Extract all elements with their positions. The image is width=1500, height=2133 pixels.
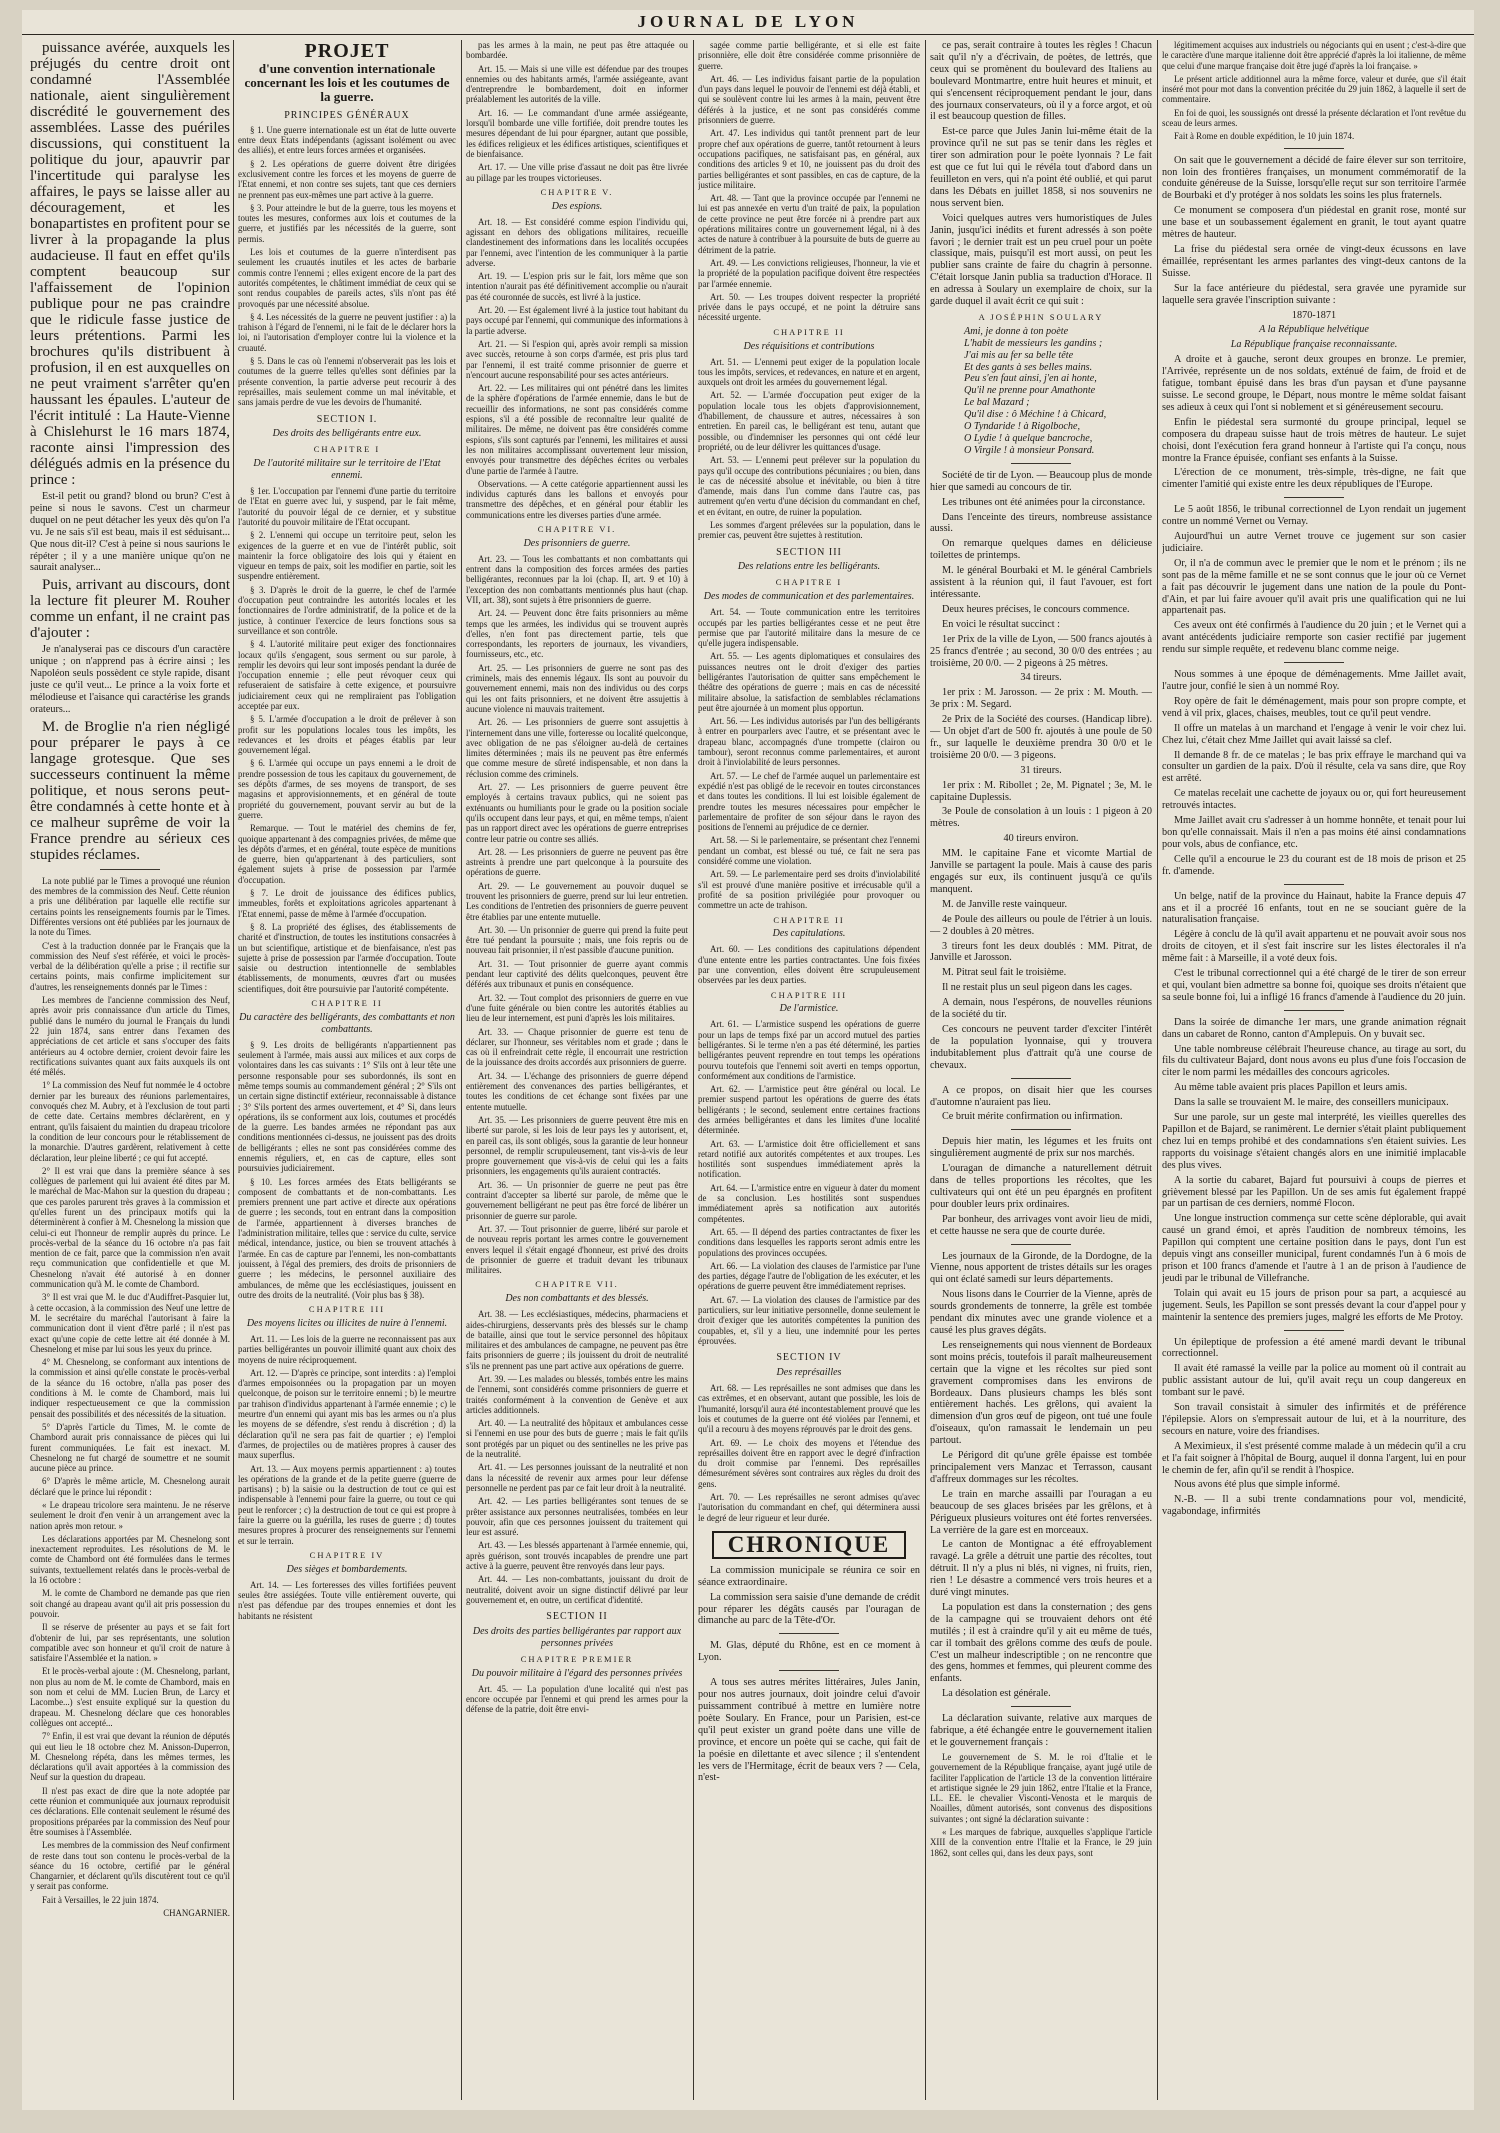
article-paragraph: Art. 14. — Les forteresses des villes fortifiées peuvent seules être assiégées. Toute ville entièrement ouverte, qui n'est pas défendue par des troupes ennemies et dont les habitants ne résistent (238, 1579, 456, 1621)
separator (1011, 1244, 1071, 1245)
section-heading: SECTION I. (316, 413, 378, 425)
chapter-heading: CHAPITRE III (308, 1304, 386, 1315)
column-3 (466, 40, 688, 2100)
article-paragraph: Art. 58. — Si le parlementaire, se présentant chez l'ennemi pendant un combat, est blessé ou tué, ce fait ne sera pas considéré comme une violation. (698, 835, 920, 867)
article-paragraph: Art. 11. — Les lois de la guerre ne reconnaissent pas aux parties belligérantes un pouvoir illimité quant aux choix des moyens de nuire réciproquement. (238, 1333, 456, 1365)
news-item: Par bonheur, des arrivages vont avoir lieu de midi, et cette hausse ne sera que de courte durée. (930, 1213, 1152, 1237)
article-paragraph: § 4. Les nécessités de la guerre ne peuvent justifier : a) la trahison à l'égard de l'ennemi, ni le fait de le déclarer hors la loi, ni l'autorisation d'employer contre lui la violence et la cruauté. (238, 311, 456, 353)
column-2 (238, 40, 456, 2100)
article-paragraph: 5° D'après l'article du Times, M. le comte de Chambord aurait pris connaissance de pièces qui lui furent communiquées. Le fait est inexact. M. Chesnelong ne fut chargé de soumettre et ne soumit aucune pièce au prince. (30, 1421, 230, 1474)
article-paragraph: Art. 41. — Les personnes jouissant de la neutralité et non dans la nécessité de revenir aux armes pour leur défense personnelle ne perdent pas par ce fait leur droit à la neutralité. (466, 1462, 688, 1493)
news-item: Il demande 8 fr. de ce matelas ; le bas prix effraye le marchand qui va consulter un gardien de la paix. D'où il résulte, cela va sans dire, que Roy est arrêté. (1162, 749, 1466, 785)
article-paragraph: Art. 42. — Les parties belligérantes sont tenues de se prêter assistance aux personnes neutralisées, tombées en leur pouvoir, afin que ces personnes jouissent du traitement qui leur est assuré. (466, 1496, 688, 1538)
news-item: Le présent article additionnel aura la même force, valeur et durée, que s'il était inséré mot pour mot dans la convention précitée du 29 juin 1862, à laquelle il sert de commentaire. (1162, 73, 1466, 105)
chapter-subheading: Des capitulations. (772, 928, 846, 940)
news-item: M. le général Bourbaki et M. le général Cambriels assistent à la réunion qui, il faut l'avouer, est fort intéressante. (930, 565, 1152, 600)
article-paragraph: § 7. Le droit de jouissance des édifices publics, immeubles, forêts et exploitations agricoles appartenant à l'Etat ennemi, passe de même à l'armée d'occupation. (238, 888, 456, 919)
article-paragraph: § 3. D'après le droit de la guerre, le chef de l'armée d'occupation peut contraindre les autorités locales et les fonctionnaires de l'ordre administratif, de la police et de la justice, à continuer l'exercice de leurs fonctions sous sa surveillance et son contrôle. (238, 584, 456, 636)
section-heading: SECTION II (546, 1611, 608, 1623)
article-paragraph: Art. 35. — Les prisonniers de guerre peuvent être mis en liberté sur parole, si les lois de leur pays les y autorisent, et, en pareil cas, ils sont obligés, sous la garantie de leur honneur personnel, de remplir scrupuleusement, tant vis-à-vis de leur propre gouvernement que vis-à-vis de celui qui les a faits prisonniers, les engagements qu'ils auraient contractés. (466, 1114, 688, 1177)
news-item: Le canton de Montignac a été effroyablement ravagé. La grêle a détruit une partie des récoltes, tout détruit. Il n'y a plus ni blés, ni vignes, ni fruits, rien, rien ! Le désastre a commencé vers trois heures et a duré vingt minutes. (930, 1539, 1152, 1599)
news-item: Une longue instruction commença sur cette scène déplorable, qui avait causé un grand émoi, et après l'audition de nombreux témoins, les Papillon qui comptent une certaine position dans le pays, dont l'un est depuis vingt ans conseiller municipal, furent condamnés l'un à 6 mois de prison et 100 francs d'amende et l'autre à 1 an de prison à l'audience de jeudi par le tribunal de Villefranche. (1162, 1213, 1466, 1284)
article-paragraph: Art. 16. — Le commandant d'une armée assiégeante, lorsqu'il bombarde une ville fortifiée, doit prendre toutes les mesures dépendant de lui pour épargner, autant que possible, les édifices religieux et les édifices artistiques, scientifiques et de bienfaisance. (466, 107, 688, 159)
separator (1284, 884, 1344, 885)
news-item: Nous lisons dans le Courrier de la Vienne, après de sourds grondements de tonnerre, la grêle est tombée pendant dix minutes avec une grande violence et a causé les plus graves dégâts. (930, 1289, 1152, 1336)
column-1 (30, 40, 230, 2100)
article-paragraph: Puis, arrivant au discours, dont la lecture fit pleurer M. Rouher comme un enfant, il ne craint pas d'ajouter : (30, 577, 230, 642)
news-item: Voici quelques autres vers humoristiques de Jules Janin, jusqu'ici inédits et furent adressés à son poète favori ; le dernier trait est un peu cruel pour un poète classique, mais, puisqu'il est mort aussi, on peut les publier sans crainte de faire du chagrin à personne. C'était lorsque Janin publia sa traduction d'Horace. Il en adressa à Soulary un exemplaire de choix, sur la garde duquel il avait écrit ce qui suit : (930, 212, 1152, 308)
poem-line: J'ai mis au fer sa belle tête (964, 349, 1074, 361)
news-item: 3e Poule de consolation à un louis : 1 pigeon à 20 mètres. (930, 806, 1152, 830)
article-paragraph: Art. 47. Les individus qui tantôt prennent part de leur propre chef aux opérations de guerre, tantôt retournent à leurs occupations pacifiques, ne satisfaisant pas, en général, aux conditions des articles 9 et 10, ne jouissent pas du droit des parties belligérantes et sont passibles, en cas de capture, de la justice militaire. (698, 128, 920, 190)
article-paragraph: Il se réserve de présenter au pays et se fait fort d'obtenir de lui, par ses représentants, une solution compatible avec son honneur et qu'il croit de nature à satisfaire l'Assemblée et la nation. » (30, 1622, 230, 1664)
article-paragraph: Art. 69. — Le choix des moyens et l'étendue des représailles doivent être en rapport avec le degré d'infraction du droit commise par l'ennemi. Des représailles démesurément sévères sont contraires aux règles du droit des gens. (698, 1437, 920, 1489)
chapter-heading: CHAPITRE I (775, 577, 843, 588)
article-paragraph: Art. 40. — La neutralité des hôpitaux et ambulances cesse si l'ennemi en use pour des buts de guerre ; mais le fait qu'ils sont protégés par un piquet ou des sentinelles ne les prive pas de la neutralité. (466, 1418, 688, 1460)
separator (1284, 1010, 1344, 1011)
article-paragraph: Art. 54. — Toute communication entre les territoires occupés par les parties belligérantes cesse et ne peut être permise que par l'autorité militaire dans la mesure de ce qu'elle jugera indispensable. (698, 607, 920, 649)
poem-heading: A JOSÉPHIN SOULARY (978, 311, 1104, 322)
news-item: Une table nombreuse célébrait l'heureuse chance, au tirage au sort, du fils du cultivateur Bajard, dont nous avons eu plus d'une fois l'occasion de citer le nom parmi les médailles des concours agricoles. (1162, 1043, 1466, 1079)
chronique-heading: CHRONIQUE (712, 1531, 906, 1559)
article-paragraph: Art. 34. — L'échange des prisonniers de guerre dépend entièrement des convenances des parties belligérantes, et toutes les conditions de cet échange sont fixées par une entente mutuelle. (466, 1070, 688, 1112)
article-paragraph: Art. 50. — Les troupes doivent respecter la propriété privée dans le pays occupé, et ne point la détruire sans nécessité urgente. (698, 291, 920, 323)
article-paragraph: Art. 20. — Est également livré à la justice tout habitant du pays occupé par l'ennemi, qui communique des informations à la partie adverse. (466, 305, 688, 336)
chapter-subheading: De l'armistice. (779, 1003, 839, 1015)
article-paragraph: Art. 67. — La violation des clauses de l'armistice par des particuliers, sur leur initiative personnelle, donne seulement le droit d'exiger que les autorités compétentes la punition des coupables, et, s'il y a lieu, une indemnité pour les pertes éprouvées. (698, 1294, 920, 1346)
chapter-subheading: Des prisonniers de guerre. (523, 537, 631, 549)
article-paragraph: Et le procès-verbal ajoute : (M. Chesnelong, parlant, non plus au nom de M. le comte de Chambord, mais en son nom et celui de MM. Lucien Brun, de Larcy et Lacombe...) s'est ensuite expliqué sur la question du drapeau. M. Chesnelong déclare que ces honorables collègues ont accepté... (30, 1666, 230, 1728)
chapter-subheading: De l'autorité militaire sur le territoire de l'Etat ennemi. (253, 458, 441, 482)
article-paragraph: § 6. L'armée qui occupe un pays ennemi a le droit de prendre possession de tous les capitaux du gouvernement, de ses dépôts d'armes, de ses moyens de transport, de ses magasins et approvisionnements, et en général de toute propriété du gouvernement, pouvant servir au but de la guerre. (238, 758, 456, 820)
article-paragraph: « Le drapeau tricolore sera maintenu. Je ne réserve seulement le droit d'en venir à un arrangement avec la nation après mon retour. » (30, 1500, 230, 1531)
news-item: 1er prix : M. Jarosson. — 2e prix : M. Mouth. — 3e prix : M. Segard. (930, 687, 1152, 711)
article-paragraph: Les déclarations apportées par M. Chesnelong sont inexactement reproduites. Les résolutions de M. le comte de Chambord ont été formulées dans le termes suivants, textuellement relatés dans le procès-verbal de la 16 octobre : (30, 1533, 230, 1586)
article-paragraph: Est-il petit ou grand? blond ou brun? C'est à peine si nous le savons. C'est un charmeur duquel on ne peut détacher les yeux dès qu'on l'a vu. Je ne sais s'il est beau, mais il est séduisant... Que nous dit-il? C'est à peine si nous saurions le répéter ; il y a une manière unique qu'on ne saurait analyser... (30, 491, 230, 574)
news-item: Depuis hier matin, les légumes et les fruits ont singulièrement augmenté de prix sur nos marchés. (930, 1136, 1152, 1160)
news-item: A Meximieux, il s'est présenté comme malade à un médecin qu'il a cru et l'a fait soigner à l'hôpital de Bourg, auquel il donna l'argent, lui en pour le chemin de fer, afin qu'il se rendit à l'hospice. (1162, 1440, 1466, 1476)
article-paragraph: Art. 38. — Les ecclésiastiques, médecins, pharmaciens et aides-chirurgiens, desservants près des blessés sur le champ de bataille, ainsi que tout le service personnel des hôpitaux militaires et des ambulances de campagne, ne peuvent pas être faits prisonniers de guerre ; ils jouissent du droit de neutralité s'ils ne prennent pas une part active aux opérations de guerre. (466, 1309, 688, 1371)
article-paragraph: Art. 52. — L'armée d'occupation peut exiger de la population locale tous les objets d'approvisionnement, d'habillement, de chaussure et autres, nécessaires à son entretien. En pareil cas, le belligérant est tenu, autant que possible, ou d'indemniser les personnes qui ont cédé leur propriété, ou de leur délivrer les quittances d'usage. (698, 390, 920, 452)
news-item: La commission municipale se réunira ce soir en séance extraordinaire. (698, 1564, 920, 1588)
article-paragraph: § 2. Les opérations de guerre doivent être dirigées exclusivement contre les forces et les moyens de guerre de l'Etat ennemi, et non contre ses sujets, tant que ces derniers ne prennent pas eux-mêmes une part active à la guerre. (238, 158, 456, 200)
separator (779, 1670, 839, 1671)
article-paragraph: Art. 61. — L'armistice suspend les opérations de guerre pour un laps de temps fixé par un accord mutuel des parties belligérantes. Si le terme n'en a pas été déterminé, les parties belligérantes peuvent reprendre en tout temps les opérations pourvu toutefois que l'ennemi soit averti en temps opportun, conformément aux conditions de l'armistice. (698, 1019, 920, 1081)
news-item: On sait que le gouvernement a décidé de faire élever sur son territoire, non loin des frontières françaises, un monument commémoratif de la conduite généreuse de la Suisse, lorsqu'elle reçut sur son territoire l'armée de Bourbaki et d'y protéger à nos soldats les soins les plus fraternels. (1162, 154, 1466, 202)
article-paragraph: Art. 39. — Les malades ou blessés, tombés entre les mains de l'ennemi, sont considérés comme prisonniers de guerre et traités conformément à la convention de Genève et aux articles additionnels. (466, 1373, 688, 1415)
column-rule (461, 40, 462, 2100)
news-item: M. Pitrat seul fait le troisième. (942, 967, 1067, 979)
news-item: Les renseignements qui nous viennent de Bordeaux sont moins précis, toutefois il paraît malheureusement certain que la vigne et les récoltes sur pied sont gravement compromises dans les environs de Bordeaux. Dans plusieurs champs les blés sont entièrement hachés. Les grêlons, qui avaient la dimension d'un gros œuf de pigeon, ont tué une foule d'oiseaux, qu'on ramassait le lendemain un peu partout. (930, 1339, 1152, 1447)
news-item: Il offre un matelas à un marchand et l'engage à venir le voir chez lui. Chez lui, c'était chez Mme Jaillet qui avait laissé sa clef. (1162, 722, 1466, 746)
article-paragraph: Art. 51. — L'ennemi peut exiger de la population locale tous les impôts, services, et redevances, en nature et en argent, auxquels ont droit les armées du gouvernement légal. (698, 356, 920, 388)
news-item: Un épileptique de profession a été amené mardi devant le tribunal correctionnel. (1162, 1336, 1466, 1360)
article-paragraph: Art. 49. — Les convictions religieuses, l'honneur, la vie et la propriété de la population pacifique doivent être respectées par l'armée ennemie. (698, 257, 920, 289)
chapter-subheading: Des réquisitions et contributions (743, 340, 875, 352)
news-item: Sur une parole, sur un geste mal interprété, les vieilles querelles des Papillon et de Bajard, se ranimèrent. Le dernier s'était plaint publiquement chez lui en temps prohibé et des condamnations s'en étaient suivies. Les rapports du voisinage s'étaient changés alors en une inimitié implacable des plus vives. (1162, 1112, 1466, 1171)
article-paragraph: Les lois et coutumes de la guerre n'interdisent pas seulement les cruautés inutiles et les actes de barbarie commis contre l'ennemi ; elles exigent encore de la part des autorités compétentes, le châtiment immédiat de ceux qui se sont rendus coupables de pareils actes, s'ils n'ont pas été provoqués par une nécessité absolue. (238, 247, 456, 309)
news-item: Légère à conclu de là qu'il avait appartenu et ne pouvait avoir sous nos droits de citoyen, et il s'est fait inscrire sur les listes électorales il n'a même fait : à Marseille, il a voté deux fois. (1162, 929, 1466, 965)
poem-line: Qu'il dise : ô Méchine ! à Chicard, (964, 409, 1107, 421)
news-item: Son travail consistait à simuler des infirmités et de préférence l'épilepsie. Alors on s'empressait autour de lui, et à la nourriture, des secours en nature, voire des friandises. (1162, 1402, 1466, 1437)
article-paragraph: Art. 59. — Le parlementaire perd ses droits d'inviolabilité s'il est prouvé d'une manière positive et irrécusable qu'il a profité de sa position privilégiée pour provoquer ou commettre un acte de trahison. (698, 869, 920, 911)
article-paragraph: Art. 44. — Les non-combattants, jouissant du droit de neutralité, doivent avoir un signe distinctif délivré par leur gouvernement et, en outre, un certificat d'identité. (466, 1574, 688, 1605)
news-item: 3 tireurs font les deux doublés : MM. Pitrat, de Janville et Jarosson. (930, 940, 1152, 964)
article-paragraph: Art. 19. — L'espion pris sur le fait, lors même que son intention n'aurait pas été définitivement accomplie ou n'aurait pas été couronnée de succès, est livré à la justice. (466, 271, 688, 302)
news-item: La population est dans la consternation ; des gens de la campagne qui se trouvaient dehors ont été mutilés ; il est à craindre qu'il y ait eu même de tués, car il tombait des grêlons comme des œufs de poule. C'est un malheur indescriptible ; on ne rencontre que des gens, hommes et femmes, qui pleurent comme des enfants. (930, 1601, 1152, 1685)
chapter-subheading: Du pouvoir militaire à l'égard des personnes privées (471, 1667, 683, 1679)
article-paragraph: Art. 45. — La population d'une localité qui n'est pas encore occupée par l'ennemi et qui prend les armes pour la défense de la patrie, doit être envi- (466, 1683, 688, 1715)
article-paragraph: § 10. Les forces armées des Etats belligérants se composent de combattants et de non-combattants. Les premiers prennent une part active et directe aux opérations de guerre ; les seconds, tout en entrant dans la composition de l'armée, appartiennent à diverses branches de l'administration militaire, telles que : service du culte, service médical, intendance, justice, ou bien se trouvent attachés à l'armée. En cas de capture par l'ennemi, les non-combattants jouissent, à l'égal des premiers, des droits de prisonniers de guerre ; les médecins, le personnel auxiliaire des ambulances, de même que les ecclésiastiques, jouissent en outre des droits de la neutralité. (Voir plus bas § 38). (238, 1176, 456, 1300)
separator (1011, 463, 1071, 464)
chapter-heading: CHAPITRE III (770, 989, 848, 1000)
article-paragraph: § 9. Les droits de belligérants n'appartiennent pas seulement à l'armée, mais aussi aux milices et aux corps de volontaires dans les cas suivants : 1° S'ils ont à leur tête une personne responsable pour ses subordonnés, ils sont en même temps soumis au commandement général ; 2° S'ils ont un certain signe distinctif extérieur, reconnaissable à distance ; 3° S'ils portent des armes ouvertement, et 4° Si, dans leurs opérations, ils se conforment aux lois, coutumes et procédés de la guerre. Les bandes armées ne répondant pas aux conditions mentionnées ci-dessus, ne jouissent pas des droits de belligérants ; elles ne sont pas considérées comme des ennemis réguliers, et, en cas de capture, elles sont poursuivies judiciairement. (238, 1039, 456, 1174)
masthead-title: JOURNAL DE LYON (637, 12, 859, 31)
chapter-heading: CHAPITRE VI. (537, 523, 617, 534)
signature-place: Fait à Versailles, le 22 juin 1874. (42, 1894, 159, 1905)
article-paragraph: Art. 65. — Il dépend des parties contractantes de fixer les conditions dans lesquelles les rapports seront admis entre les populations des provinces occupées. (698, 1226, 920, 1258)
section-subheading: Des droits des parties belligérantes par rapport aux personnes privées (472, 1626, 682, 1650)
news-item: Ces concours ne peuvent tarder d'exciter l'intérêt de la population lyonnaise, qui y trouvera indubitablement plus d'attrait qu'à une course de chevaux. (930, 1023, 1152, 1071)
article-paragraph: 2° Il est vrai que dans la première séance à ses collègues de parlement qui lui avaient été dites par M. le maréchal de Mac-Mahon sur la question du drapeau ; que ces paroles parurent très graves à la commission et qu'elles furent un des principaux motifs qui la déterminèrent à confier à M. Chesnelong la mission que celui-ci eut l'honneur de remplir auprès du prince. Le procès-verbal de la séance du 16 octobre n'a pas fait mention de ce fait, parce que la commission n'en avait reçu communication que confidentielle et que M. Chesnelong n'avait été autorisé à en donner communication qu'à M. le comte de Chambord. (30, 1165, 230, 1290)
inscription-line: A la République helvétique (1259, 324, 1369, 336)
article-paragraph: Art. 63. — L'armistice doit être officiellement et sans retard notifié aux autorités compétentes et aux troupes. Les hostilités sont suspendues immédiatement après la notification. (698, 1138, 920, 1180)
chapter-subheading: Des non combattants et des blessés. (505, 1293, 649, 1305)
article-paragraph: Art. 25. — Les prisonniers de guerre ne sont pas des criminels, mais des ennemis légaux. Ils sont au pouvoir du gouvernement ennemi, mais non des individus ou des corps qui les ont faits prisonniers, et ne doivent être assujettis à aucune violence ni mauvais traitement. (466, 662, 688, 714)
news-item: Le train en marche assailli par l'ouragan a eu beaucoup de ses glaces brisées par les grêlons, et à Périgueux plusieurs voitures ont été fortes renversées. La verrière de la gare est en morceaux. (930, 1488, 1152, 1536)
chapter-subheading: Des espions. (551, 200, 603, 212)
article-paragraph: Art. 18. — Est considéré comme espion l'individu qui, agissant en dehors des obligations militaires, recueille clandestinement des informations dans les localités occupées par l'ennemi, avec l'intention de les communiquer à la partie adverse. (466, 216, 688, 268)
news-item: La commission sera saisie d'une demande de crédit pour réparer les dégâts causés par l'ouragan de dimanche au parc de la Tête-d'Or. (698, 1591, 920, 1627)
news-item: L'érection de ce monument, très-simple, très-digne, ne fait que cimenter l'amitié qui existe entre les deux républiques de l'Europe. (1162, 467, 1466, 491)
news-item: Nous avons été plus que simple informé. (1174, 1479, 1341, 1491)
news-item: Les tribunes ont été animées pour la circonstance. (942, 496, 1146, 508)
article-paragraph: Art. 62. — L'armistice peut être général ou local. Le premier suspend partout les opérations de guerre des états belligérants ; le second, seulement entre certaines fractions des armées belligérantes et dans les limites d'une localité déterminée. (698, 1084, 920, 1136)
news-item: Est-ce parce que Jules Janin lui-même était de la province qu'il ne sut pas se tenir dans les règles et tirer son admiration pour le poète lyonnais ? Le fait est que ce fut lui qui le révéla tout d'abord dans un feuilleton en vers, qui n'a point été oublié, et qui parut dans les Débats en juillet 1858, si nos souvenirs ne nous servent bien. (930, 126, 1152, 209)
article-paragraph: Art. 26. — Les prisonniers de guerre sont assujettis à l'internement dans une ville, forteresse ou localité quelconque, avec obligation de ne pas s'éloigner au-delà de certaines limites déterminées ; mais ils ne peuvent pas être enfermés que comme mesure de sûreté indispensable, et non dans la réclusion comme des criminels. (466, 717, 688, 779)
news-item: Au même table avaient pris places Papillon et leurs amis. (1174, 1082, 1408, 1094)
article-paragraph: Les membres de la commission des Neuf confirment de reste dans tout son contenu le procès-verbal de la séance du 16 octobre, certifié par le général Changarnier, et déclarent qu'ils discutèrent tout ce qu'il y serait pas conforme. (30, 1840, 230, 1892)
article-paragraph: Remarque. — Tout le matériel des chemins de fer, quoique appartenant à des compagnies privées, de même que les dépôts d'armes, et en général, toute espèce de munitions de guerre, bien qu'appartenant à des particuliers, sont également sujets à prise de possession par l'armée d'occupation. (238, 823, 456, 885)
chapter-heading: CHAPITRE VII. (535, 1279, 619, 1290)
news-item: Ce matelas recelait une cachette de joyaux ou or, qui fort heureusement retrouvés intactes. (1162, 788, 1466, 812)
article-paragraph: Art. 31. — Tout prisonnier de guerre ayant commis pendant leur captivité des délits quelconques, peuvent être déférés aux tribunaux et punis en conséquence. (466, 958, 688, 990)
article-paragraph: Art. 55. — Les agents diplomatiques et consulaires des puissances neutres ont le droit d'exiger des parties belligérantes l'autorisation de quitter sans empêchement le théâtre des opérations de guerre ; mais en cas de nécessité militaire absolue, la satisfaction de semblables réclamations peut être ajournée à un moment plus opportun. (698, 651, 920, 713)
article-paragraph: § 1. Une guerre internationale est un état de lutte ouverte entre deux Etats indépendants (agissant isolément ou avec des alliés), et entre leurs forces armées et organisées. (238, 124, 456, 156)
article-paragraph: Observations. — A cette catégorie appartiennent aussi les individus capturés dans les ballons et envoyés pour transmettre des dépêches, et en général pour établir les communications entre les diverses parties d'une armée. (466, 478, 688, 520)
chapter-heading: CHAPITRE II (311, 998, 383, 1009)
article-paragraph: Art. 33. — Chaque prisonnier de guerre est tenu de déclarer, sur l'honneur, ses véritables nom et grade ; dans le cas où il enfreindrait cette règle, il encourrait une restriction de la jouissance des droits accordés aux prisonniers de guerre. (466, 1026, 688, 1068)
section-subheading: Des droits des belligérants entre eux. (272, 428, 422, 440)
news-item: 2e Prix de la Société des courses. (Handicap libre). — Un objet d'art de 500 fr. ajoutés à une poule de 50 fr., sur laquelle le deuxième prendra 30 0/0 et le troisième 20 0/0. — 3 pigeons. (930, 714, 1152, 761)
news-item: Tolain qui avait eu 15 jours de prison pour sa part, a acquiescé au jugement. Seuls, les Papillon se sont pressés devant la cour d'appel pour y maintenir la sentence des premiers juges, malgré les efforts de Me Protoy. (1162, 1287, 1466, 1323)
article-paragraph: 4° M. Chesnelong, se conformant aux intentions de la commission et ainsi qu'elle constate le procès-verbal de la séance du 16 octobre, n'alla pas poser des conditions à M. le comte de Chambord, mais lui indiquer respectueusement ce que la commission pensait des possibilités et des nécessités de la situation. (30, 1357, 230, 1419)
column-rule (925, 40, 926, 2100)
poem-line: Peu s'en faut ainsi, j'en ai honte, (964, 373, 1097, 385)
article-paragraph: 3° Il est vrai que M. le duc d'Audiffret-Pasquier lut, à cette occasion, à la commission des Neuf une lettre de M. le secrétaire du maréchal l'autorisant à faire la communication dont il vient d'être parlé ; il n'est pas exact qu'une copie de cette lettre ait été donnée à M. Chesnelong et mise par lui sous les yeux du prince. (30, 1292, 230, 1354)
news-item: Ce monument se composera d'un piédestal en granit rose, monté sur une base et un soubassement également en granit, le tout ayant quatre mètres de hauteur. (1162, 205, 1466, 241)
news-item: L'ouragan de dimanche a naturellement détruit dans de telles proportions les récoltes, que les cultivateurs qui ont été un peu épargnés en profitent pour doubler leurs prix ordinaires. (930, 1163, 1152, 1210)
article-paragraph: Art. 46. — Les individus faisant partie de la population d'un pays dans lequel le pouvoir de l'ennemi est déjà établi, et qui se soulèvent contre lui les armes à la main, peuvent être déférés à la justice, et ne sont pas considérés comme prisonniers de guerre. (698, 73, 920, 126)
separator (1284, 497, 1344, 498)
news-item: Ce bruit mérite confirmation ou infirmation. (942, 1111, 1123, 1123)
chapter-subheading: Des modes de communication et des parlementaires. (703, 591, 915, 603)
separator (1011, 1706, 1071, 1707)
news-item: 1er prix : M. Ribollet ; 2e, M. Pignatel ; 3e, M. le capitaine Duplessis. (930, 779, 1152, 803)
article-paragraph: M. le comte de Chambord ne demande pas que rien soit changé au drapeau avant qu'il ait pris possession du pouvoir. (30, 1588, 230, 1619)
poem-line: O Virgile ! à monsieur Ponsard. (964, 444, 1095, 456)
article-title: PROJET (304, 40, 390, 62)
inscription-line: 1870-1871 (1291, 309, 1337, 321)
article-paragraph: § 5. L'armée d'occupation a le droit de prélever à son profit sur les populations locales tous les impôts, les redevances et les droits et péages établis par leur gouvernement légal. (238, 714, 456, 756)
article-paragraph: 7° Enfin, il est vrai que devant la réunion de députés qui eut lieu le 18 octobre chez M. Anisson-Duperron, M. Chesnelong répéta, dans les mêmes termes, les déclarations qu'il avait apportées à la commission des Neuf sur la question du drapeau. (30, 1731, 230, 1783)
article-paragraph: Art. 21. — Si l'espion qui, après avoir rempli sa mission avec succès, retourne à son corps d'armée, est pris plus tard par l'ennemi, il est traité comme prisonnier de guerre et n'encourt aucune responsabilité pour ses actes antérieurs. (466, 338, 688, 380)
news-item: Un belge, natif de la province du Hainaut, habite la France depuis 47 ans et il a procréé 16 enfants, tout en ne se souciant guère de la naturalisation française. (1162, 890, 1466, 926)
news-item: En foi de quoi, les soussignés ont dressé la présente déclaration et l'ont revêtue du sceau de leurs armes. (1162, 107, 1466, 129)
article-paragraph: Les sommes d'argent prélevées sur la population, dans le premier cas, peuvent être sujettes à restitution. (698, 519, 920, 541)
news-item: Le Périgord dit qu'une grêle épaisse est tombée principalement vers Manzac et Terrasson, causant d'affreux dommages sur les récoltes. (930, 1450, 1152, 1485)
article-paragraph: Art. 70. — Les représailles ne seront admises qu'avec l'autorisation du commandant en chef, qui déterminera aussi le degré de leur rigueur et leur durée. (698, 1492, 920, 1523)
news-item: Dans la salle se trouvaient M. le maire, des conseillers municipaux. (1174, 1097, 1449, 1109)
article-paragraph: Art. 12. — D'après ce principe, sont interdits : a) l'emploi d'armes empoisonnées ou la propagation par un moyen quelconque, de poison sur le territoire ennemi ; b) le meurtre par trahison d'individus appartenant à l'armée ennemie ; c) le meurtre d'un ennemi qui ayant mis bas les armes ou n'a plus les moyens de se défendre, s'est rendu à discrétion ; d) la déclaration qu'il ne sera pas fait de quartier ; e) l'emploi d'armes, de projectiles ou de matières propres à causer des maux superflus. (238, 1367, 456, 1461)
article-paragraph: Il n'est pas exact de dire que la note adoptée par cette réunion et communiquée aux journaux reproduisit ces déclarations. Elle contenait seulement le résumé des propositions préparées par la commission des Neuf pour être soumises à l'Assemblée. (30, 1785, 230, 1837)
news-item: A ce propos, on disait hier que les courses d'automne n'auraient pas lieu. (930, 1084, 1152, 1108)
news-item: « Les marques de fabrique, auxquelles s'applique l'article XIII de la convention entre l'Italie et la France, le 29 juin 1862, sont celles qui, dans les deux pays, sont (930, 1826, 1152, 1858)
news-item: On remarque quelques dames en délicieuse toilettes de printemps. (930, 538, 1152, 562)
news-item: En voici le résultat succinct : (942, 618, 1060, 630)
article-subtitle: d'une convention internationale concernant les lois et les coutumes de la guerre. (244, 60, 450, 104)
news-item: Dans l'enceinte des tireurs, nombreuse assistance aussi. (930, 511, 1152, 535)
news-item: C'est le tribunal correctionnel qui a été chargé de le tirer de son erreur et qui, voulant bien admettre sa bonne foi, quoique ses droits n'étaient que sa seule bonne foi, lui a infligé 16 francs d'amende à l'audience du 20 juin. (1162, 968, 1466, 1003)
poem-line: L'habit de messieurs les gandins ; (964, 337, 1103, 349)
section-subheading: Des représailles (776, 1367, 842, 1379)
separator (1284, 662, 1344, 663)
article-paragraph: Art. 22. — Les militaires qui ont pénétré dans les limites de la sphère d'opérations de l'armée ennemie, dans le but de recueillir des informations, ne sont pas considérés comme espions, s'il a été possible de reconnaître leur qualité de militaires. De même, ne doivent pas être considérés comme espions, s'ils sont capturés par l'ennemi, les militaires et aussi les non militaires accomplissant ouvertement leur mission, envoyés pour transmettre des dépêches écrites ou verbales d'une partie de l'armée à l'autre. (466, 383, 688, 476)
chapter-heading: CHAPITRE I (313, 444, 381, 455)
poem-line: Ami, je donne à ton poète (964, 325, 1069, 337)
chapter-subheading: Des moyens licites ou illicites de nuire à l'ennemi. (246, 1318, 448, 1330)
article-paragraph: Art. 53. — L'ennemi peut prélever sur la population du pays qu'il occupe des contributions pécuniaires ; ou bien, dans le cas de nécessité absolue et inévitable, ou bien à titre d'amende, mais dans l'un comme dans l'autre cas, pas autrement qu'en vertu d'une décision du commandant en chef, et en évitant, en outre, de ruiner la population. (698, 455, 920, 517)
chapter-subheading: Du caractère des belligérants, des combattants et non combattants. (239, 1011, 455, 1035)
poem-line: O Lydie ! à quelque bancroche, (964, 433, 1093, 444)
news-item: Sur la face antérieure du piédestal, sera gravée une pyramide sur laquelle sera gravée l'inscription suivante : (1162, 282, 1466, 306)
chapter-heading: CHAPITRE IV (309, 1549, 385, 1560)
column-rule (693, 40, 694, 2100)
article-paragraph: Les membres de l'ancienne commission des Neuf, après avoir pris connaissance d'un article du Times, publié dans le numéro du journal le Français du lundi 22 juin 1874, sans entrer dans l'examen des appréciations de cet article et sans s'occuper des faits antérieurs au 4 octobre dernier, croient devoir faire les rectifications suivantes quant aux faits auxquels ils ont été mêlés. (30, 995, 230, 1078)
news-item: Il avait été ramassé la veille par la police au moment où il contrait au public assistant autour de lui, qu'il avait reçu un coup dangereux en tombant sur le pavé. (1162, 1363, 1466, 1399)
article-paragraph: Art. 43. — Les blessés appartenant à l'armée ennemie, qui, après guérison, sont trouvés incapables de prendre une part active à la guerre, peuvent être renvoyés dans leur pays. (466, 1540, 688, 1572)
article-paragraph: Art. 64. — L'armistice entre en vigueur à dater du moment de sa conclusion. Les hostilités sont suspendues immédiatement après sa notification aux autorités compétentes. (698, 1182, 920, 1224)
article-paragraph: § 8. La propriété des églises, des établissements de charité et d'instruction, de toutes les institutions consacrées à un but scientifique, artistique et de bienfaisance, n'est pas sujette à prise de possession par l'armée d'occupation. Toute saisie ou destruction intentionnelle de semblables établissements, de monuments, œuvres d'art ou musées scientifiques, doit être poursuivie par l'autorité compétente. (238, 921, 456, 994)
article-paragraph: § 5. Dans le cas où l'ennemi n'observerait pas les lois et coutumes de la guerre telles qu'elles sont définies par la présente convention, la partie adverse peut recourir à des représailles, mais seulement comme un mal inévitable, et sans jamais perdre de vue les devoirs de l'humanité. (238, 356, 456, 408)
article-paragraph: Art. 56. — Les individus autorisés par l'un des belligérants à entrer en pourparlers avec l'autre, et se présentant avec le drapeau blanc, accompagnés d'une trompette (clairon ou tambour), seront reconnus comme parlementaires, et auront droit à l'inviolabilité de leurs personnes. (698, 716, 920, 768)
article-paragraph: La note publié par le Times a provoqué une réunion des membres de la commission des Neuf. Cette réunion a pris une délibération par laquelle elle rectifie sur certains points les renseignements fournis par le Times. Différentes versions ont été publiées par les journaux de la note du Times. (30, 875, 230, 938)
news-item: Le gouvernement de S. M. le roi d'Italie et le gouvernement de la République française, ayant jugé utile de faciliter l'application de l'article 13 de la convention littéraire et artistique signée le 29 juin 1862, entre l'Italie et la France, LL. EE. le chevalier Visconti-Venosta et le marquis de Noailles, dûment autorisés, sont convenus des dispositions suivantes ; ont signé la déclaration suivante : (930, 1751, 1152, 1824)
article-paragraph: § 2. L'ennemi qui occupe un territoire peut, selon les exigences de la guerre et en vue de l'intérêt public, soit maintenir la force obligatoire des lois qui y étaient en vigueur en temps de paix, soit les modifier en partie, soit les suspendre entièrement. (238, 530, 456, 582)
news-item: MM. le capitaine Fane et vicomte Martial de Janville se partagent la poule. Mais à cause des paris engagés sur eux, ils continuent jusqu'à ce qu'ils manquent. (930, 848, 1152, 895)
news-item: Ces aveux ont été confirmés à l'audience du 20 juin ; et le Vernet qui a avant antécédents judiciaire remporte son casier rectifié par jugement rendu sur simple requête, et redevenu blanc comme neige. (1162, 620, 1466, 656)
poem-line: O Tyndaride ! à Rigolboche, (964, 421, 1081, 433)
article-paragraph: Art. 48. — Tant que la province occupée par l'ennemi ne lui est pas annexée en vertu d'un traité de paix, la population de cette province ne peut être forcée ni à prendre part aux opérations militaires contre un gouvernement légal, ni à des actes de nature à contribuer à la poursuite de buts de guerre au détriment de la patrie. (698, 193, 920, 255)
column-5 (930, 40, 1152, 2100)
section-heading: SECTION IV (776, 1352, 842, 1364)
news-item: Or, il n'a de commun avec le premier que le nom et le prénom ; ils ne sont pas de la même famille et ne se sont connus que le jour où ce Vernet a fait pas découvrir le jugement dans une nation de la poule du Pont-d'Ain, et par lui faire avouer qu'il avait pris une qualification qui ne lui appartenait pas. (1162, 557, 1466, 617)
newspaper-page (22, 10, 1474, 2110)
poem-line: Et des gants à ses belles mains. (964, 361, 1093, 373)
news-item: ce pas, serait contraire à toutes les règles ! Chacun sait qu'il n'y a d'écrivain, de poètes, de lettrés, que ceux qui se promènent du boulevard des Italiens au boulevard Montmartre, entre huit heures et minuit, et qui s'encensent réciproquement pendant le jour, dans des journaux conservateurs, où il y a force argot, et où il est beaucoup question de filles. (930, 40, 1152, 123)
news-item: légitimement acquises aux industriels ou négociants qui en usent ; c'est-à-dire que le caractère d'une marque italienne doit être apprécié d'après la loi italienne, de même que celui d'une marque française doit être jugé d'après la loi française. » (1162, 40, 1466, 71)
article-paragraph: Art. 13. — Aux moyens permis appartiennent : a) toutes les opérations de la grande et de la petite guerre (guerre de partisans) ; b) la saisie ou la destruction de tout ce qui est indispensable à l'ennemi pour faire la guerre, ou tout ce qui peut le renforcer ; c) la destruction de tout ce qui est propre à faire la guerre ou la guérilla, les ruses de guerre ; d) toutes mesures propres à procurer des renseignements sur l'ennemi et sur le terrain. (238, 1463, 456, 1546)
news-item: Deux heures précises, le concours commence. (942, 603, 1130, 615)
news-item: Fait à Rome en double expédition, le 10 juin 1874. (1174, 131, 1355, 142)
news-item: M. de Janville reste vainqueur. (942, 898, 1068, 910)
poem-line: Qu'il ne prenne pour Amathonte (964, 385, 1096, 397)
article-paragraph: Art. 36. — Un prisonnier de guerre ne peut pas être contraint d'accepter sa liberté sur parole, de même que le gouvernement belligérant ne peut pas être forcé de libérer un prisonnier de guerre sur parole. (466, 1179, 688, 1221)
article-paragraph: Art. 17. — Une ville prise d'assaut ne doit pas être livrée au pillage par les troupes victorieuses. (466, 162, 688, 183)
section-heading: SECTION III (776, 546, 842, 558)
separator (1011, 1078, 1071, 1079)
news-item: La frise du piédestal sera ornée de vingt-deux écussons en lave émaillée, représentant les armes parlantes des vingt-deux cantons de la Suisse. (1162, 244, 1466, 279)
news-item: A la sortie du cabaret, Bajard fut poursuivi à coups de pierres et grièvement blessé par les Papillon. Un de ses amis fut également frappé par un partisan de ces derniers, nommé Flocon. (1162, 1174, 1466, 1210)
article-paragraph: C'est à la traduction donnée par le Français que la commission des Neuf s'est référée, et voici le procès-verbal de la délibération qu'elle a prise ; il rectifie sur certains points, mais confirme implicitement sur d'autres, les renseignements donnés par le Times : (30, 940, 230, 992)
article-paragraph: Art. 60. — Les conditions des capitulations dépendent d'une entente entre les parties contractantes. Une fois fixées par une convention, elles doivent être scrupuleusement observées par les deux parties. (698, 944, 920, 986)
news-item: Dans la soirée de dimanche 1er mars, une grande animation régnait dans un cabaret de Ronno, canton d'Amplepuis. On y buvait sec. (1162, 1016, 1466, 1040)
poem-line: Le bal Mazard ; (964, 397, 1030, 409)
news-item: A demain, nous l'espérons, de nouvelles réunions de la société du tir. (930, 997, 1152, 1021)
news-item: La désolation est générale. (942, 1688, 1051, 1700)
article-paragraph: sagée comme partie belligérante, et si elle est faite prisonnière, elle doit être considérée comme prisonnière de guerre. (698, 40, 920, 71)
news-item: Les journaux de la Gironde, de la Dordogne, de la Vienne, nous apportent de tristes détails sur les orages qui ont éclaté samedi sur leurs départements. (930, 1250, 1152, 1286)
article-paragraph: Art. 29. — Le gouvernement au pouvoir duquel se trouvent les prisonniers de guerre, prend sur lui leur entretien. Les conditions de l'entretien des prisonniers de guerre peuvent être établies par une entente mutuelle. (466, 880, 688, 922)
news-item: 4e Poule des ailleurs ou poule de l'étrier à un louis. — 2 doubles à 20 mètres. (930, 913, 1152, 937)
article-paragraph: Art. 24. — Peuvent donc être faits prisonniers au même temps que les armées, les individus qui se trouvent auprès d'elles, n'en font pas directement partie, tels que correspondants, les reporters de journaux, les vivandiers, fournisseurs, etc., etc. (466, 608, 688, 660)
news-item: M. Glas, député du Rhône, est en ce moment à Lyon. (698, 1640, 920, 1664)
column-rule (233, 40, 234, 2100)
article-paragraph: 6° D'après le même article, M. Chesnelong aurait déclaré que le prince lui répondit : (30, 1476, 230, 1497)
separator (100, 869, 160, 870)
article-paragraph: Art. 68. — Les représailles ne sont admises que dans les cas extrêmes, et en observant, autant que possible, les lois de l'humanité, lorsqu'il aura été incontestablement prouvé que les lois et coutumes de la guerre ont été violées par l'ennemi, et qu'il a recouru à des moyens réprouvés par le droit des gens. (698, 1383, 920, 1435)
article-paragraph: 1° La commission des Neuf fut nommée le 4 octobre dernier par les bureaux des réunions parlementaires, convoqués chez M. Aubry, et à l'exclusion de tout parti de cette date. Certains membres déclarèrent, en y entrant, qu'ils faisaient du maintien du drapeau tricolore la condition de leur concours pour le rétablissement de la monarchie. D'autres gardèrent, relativement à cette déclaration, leur pleine liberté ; ce qui fut accepté. (30, 1080, 230, 1163)
article-paragraph: § 4. L'autorité militaire peut exiger des fonctionnaires locaux qu'ils s'engagent, sous serment ou sur parole, à remplir les devoirs qui leur sont imposés pendant la durée de l'occupation ennemie ; elle peut révoquer ceux qui refuseraient de satisfaire à cette exigence, et poursuivre judiciairement ceux qui ne rempliraient pas l'obligation acceptée par eux. (238, 639, 456, 711)
masthead (22, 10, 1474, 35)
article-paragraph: pas les armes à la main, ne peut pas être attaquée ou bombardée. (466, 40, 688, 61)
news-item: 31 tireurs. (1020, 764, 1062, 776)
inscription-line: La République française reconnaissante. (1230, 339, 1398, 351)
chapter-heading: CHAPITRE II (773, 326, 845, 337)
article-paragraph: Art. 66. — La violation des clauses de l'armistice par l'une des parties, dégage l'autre de l'obligation de les exécuter, et les opérations de guerre peuvent être immédiatement reprises. (698, 1260, 920, 1292)
news-item: 34 tireurs. (1020, 672, 1062, 684)
chapter-subheading: Des sièges et bombardements. (286, 1563, 408, 1575)
article-paragraph: puissance avérée, auxquels les préjugés du centre droit ont condamné l'Assemblée nationale, aient singulièrement discrédité le gouvernement des assemblées. Lasse des puériles discussions, qui constituent la politique du jour, apauvrir par l'incertitude qui paralyse les affaires, le pays se laisse aller au découragement, et les bonapartistes en profitent pour se livrer à la propagande la plus audacieuse. Il faut en effet qu'ils comptent beaucoup sur l'affaissement de l'opinion publique pour ne pas craindre que le ridicule fasse justice de leurs prétentions. Parmi les brochures qu'ils distribuent à profusion, il en est auxquelles on ne peut vraiment s'arrêter qu'en haussant les épaules. L'auteur de l'écrit intitulé : La Haute-Vienne à Chislehurst le 16 mars 1874, raconte ainsi l'impression des délégués admis en la présence du prince : (30, 40, 230, 488)
column-rule (1157, 40, 1158, 2100)
news-item: Enfin le piédestal sera surmonté du groupe principal, lequel se composera du drapeau suisse haut de trois mètres de hauteur. Le sujet choisi, dont l'exécution fera grand honneur à l'artiste qui l'a conçu, nous montre la France épuisée, confiant ses enfants à la Suisse. (1162, 416, 1466, 464)
news-item: Nous sommes à une époque de déménagements. Mme Jaillet avait, l'autre jour, confié le sien à un nommé Roy. (1162, 669, 1466, 693)
column-4 (698, 40, 920, 2100)
article-paragraph: Art. 23. — Tous les combattants et non combattants qui entrent dans la composition des forces armées des parties belligérantes, reconnues par la loi (chap. II, art. 9 et 10) à l'exception des non combattants mentionnés plus haut (chap. VII, art. 38), sont sujets à être prisonniers de guerre. (466, 553, 688, 605)
article-paragraph: § 3. Pour atteindre le but de la guerre, tous les moyens et toutes les mesures, conformes aux lois et coutumes de la guerre, et justifiés par les nécessités de la guerre, sont permis. (238, 202, 456, 244)
news-item: 1er Prix de la ville de Lyon, — 500 francs ajoutés à 25 francs d'entrée ; au second, 30 0/0 des entrées ; au troisième, 20 0/0. — 2 pigeons à 25 mètres. (930, 633, 1152, 669)
article-paragraph: Art. 32. — Tout complot des prisonniers de guerre en vue d'une fuite générale ou bien contre les autorités établies au lieu de leur internement, est puni d'après les lois militaires. (466, 992, 688, 1024)
article-paragraph: Art. 28. — Les prisonniers de guerre ne peuvent pas être astreints à prendre une part quelconque à la poursuite des opérations de guerre. (466, 846, 688, 878)
article-paragraph: Je n'analyserai pas ce discours d'un caractère unique ; on n'apprend pas à écrire ainsi ; les Napoléon seuls possèdent ce style rapide, disant juste ce qu'il veut... Le prince a la voix forte et mélodieuse et l'aisance qui caractérise les grands orateurs... (30, 644, 230, 715)
article-paragraph: § 1er. L'occupation par l'ennemi d'une partie du territoire de l'Etat en guerre avec lui, y suspend, par le fait même, l'autorité du pouvoir légal de ce dernier, et y substitue l'autorité du pouvoir militaire de l'Etat occupant. (238, 486, 456, 527)
article-paragraph: Art. 30. — Un prisonnier de guerre qui prend la fuite peut être tué pendant la poursuite ; mais, une fois repris ou de nouveau fait prisonnier, il n'est passible d'aucune punition. (466, 924, 688, 956)
article-paragraph: Art. 27. — Les prisonniers de guerre peuvent être employés à certains travaux publics, qui ne soient pas exténuants ou humiliants pour le grade ou la position sociale qu'ils occupent dans leur pays, et qui, en même temps, n'aient pas un rapport direct avec les opérations de guerre entreprises contre leur patrie ou contre ses alliés. (466, 782, 688, 844)
news-item: N.-B. — Il a subi trente condamnations pour vol, mendicité, vagabondage, infirmités (1162, 1494, 1466, 1518)
signature-name: CHANGARNIER. (163, 1907, 230, 1918)
section-heading: PRINCIPES GÉNÉRAUX (284, 109, 410, 121)
separator (1284, 1330, 1344, 1331)
news-item: Il ne restait plus un seul pigeon dans les cages. (942, 982, 1133, 994)
chapter-heading: CHAPITRE II (773, 914, 845, 925)
section-subheading: Des relations entre les belligérants. (737, 561, 881, 573)
separator (1011, 1129, 1071, 1130)
news-item: Celle qu'il a encourue le 23 du courant est de 18 mois de prison et 25 fr. d'amende. (1162, 853, 1466, 877)
news-item: 40 tireurs environ. (1003, 833, 1079, 845)
separator (1284, 148, 1344, 149)
news-item: Roy opère de fait le déménagement, mais pour son propre compte, et vend à vil prix, glaces, chaises, meubles, tout ce qu'il peut vendre. (1162, 695, 1466, 719)
news-item: Mme Jaillet avait cru s'adresser à un homme honnête, et tenait pour lui bon qu'elle connaissait. Mais il n'en a pas moins été ainsi condamnations pour vols, abus de confiance, etc. (1162, 815, 1466, 850)
news-item: A tous ses autres mérites littéraires, Jules Janin, pour nos autres journaux, doit joindre celui d'avoir puissamment contribué à mettre en lumière notre poète Soulary. En France, pour un Parisien, est-ce qu'il peut exister un grand poète dans une ville de province, et encore un poète qui se cache, qui fait de la poésie en dilettante et avec silence ; il s'entendent les vers de l'Hermitage, écrit de beaux vers ? — Cela, n'est- (698, 1677, 920, 1784)
news-item: A droite et à gauche, seront deux groupes en bronze. Le premier, l'Arrivée, représente un de nos soldats, exténué de faim, de froid et de fatigue, tombant épuisé dans les bras d'un paysan et d'une paysanne suisse. Le second groupe, le Départ, nous montre le même soldat faisant ses adieux à ceux qui l'ont si noblement et si généreusement secouru. (1162, 354, 1466, 413)
column-6 (1162, 40, 1466, 2100)
chapter-heading: CHAPITRE PREMIER (520, 1653, 634, 1664)
article-paragraph: Art. 57. — Le chef de l'armée auquel un parlementaire est expédié n'est pas obligé de le recevoir en toutes circonstances et dans toutes les conditions. Il lui est loisible également de prendre toutes les mesures nécessaires pour empêcher le parlementaire de profiter de son séjour dans le rayon des positions de l'ennemi au préjudice de ce dernier. (698, 770, 920, 833)
chapter-heading: CHAPITRE V. (540, 186, 614, 197)
news-item: Aujourd'hui un autre Vernet trouve ce jugement sur son casier judiciaire. (1162, 531, 1466, 554)
news-item: La déclaration suivante, relative aux marques de fabrique, a été échangée entre le gouvernement italien et le gouvernement français : (930, 1713, 1152, 1748)
article-paragraph: M. de Broglie n'a rien négligé pour préparer le pays à ce langage grotesque. Que ses successeurs continuent la même politique, et nous serons peut-être condamnés à cette honte et à ce malheur suprême de voir la France prendre au sérieux ces stupides réclames. (30, 718, 230, 863)
news-item: Société de tir de Lyon. — Beaucoup plus de monde hier que samedi au concours de tir. (930, 469, 1152, 493)
separator (779, 1633, 839, 1634)
news-item: Le 5 août 1856, le tribunal correctionnel de Lyon rendait un jugement contre un nommé Vernet ou Vernay. (1162, 504, 1466, 528)
article-paragraph: Art. 15. — Mais si une ville est défendue par des troupes ennemies ou des habitants armés, l'armée assiégeante, avant d'entreprendre le bombardement, doit en informer préalablement les autorités de la ville. (466, 63, 688, 105)
article-paragraph: Art. 37. — Tout prisonnier de guerre, libéré sur parole et de nouveau repris portant les armes contre le gouvernement envers lequel il s'était engagé d'honneur, est privé des droits de prisonnier de guerre et traduit devant les tribunaux militaires. (466, 1223, 688, 1276)
